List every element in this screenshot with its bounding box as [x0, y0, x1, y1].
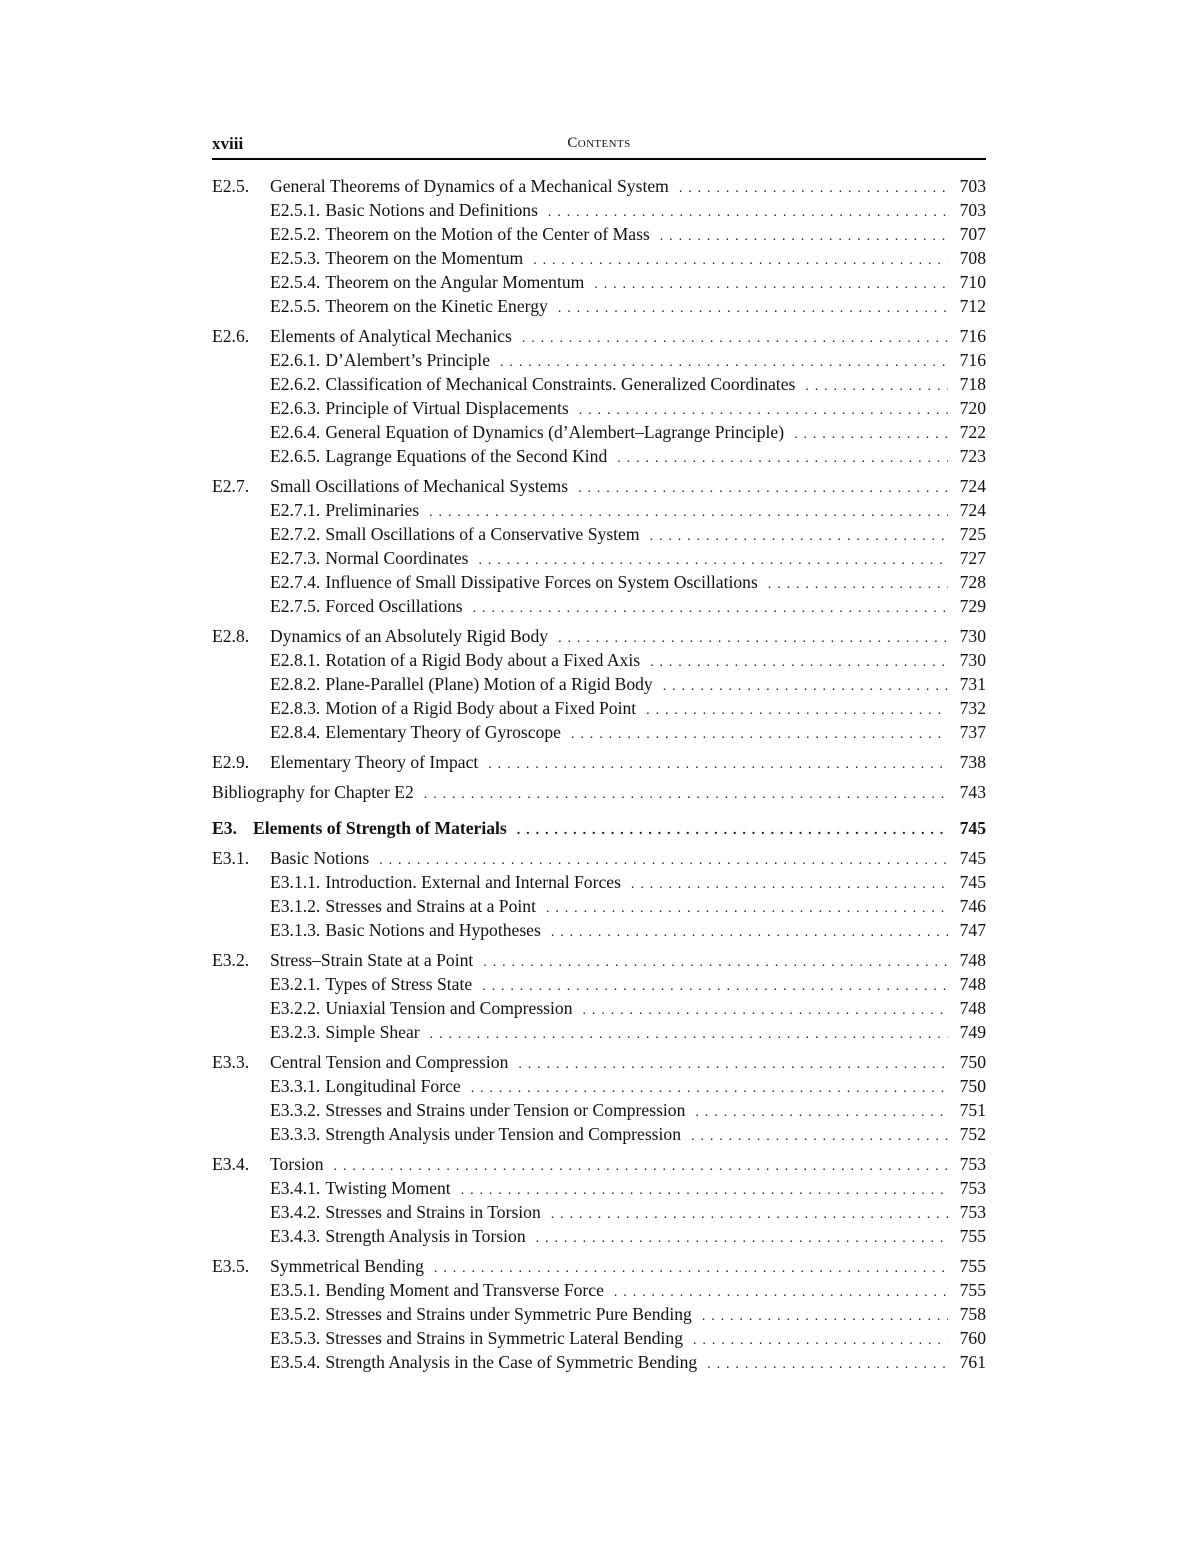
dot-leader	[334, 1152, 948, 1176]
dot-leader	[424, 780, 948, 804]
entry-title: Classification of Mechanical Constraints. Generalized Coordinates	[325, 374, 796, 394]
entry-title: Theorem on the Angular Momentum	[325, 272, 585, 292]
entry-title: Bibliography for Chapter E2	[212, 782, 414, 802]
toc-section-entry[interactable]	[212, 1254, 986, 1278]
entry-title: Twisting Moment	[325, 1178, 451, 1198]
dot-leader	[558, 624, 948, 648]
entry-page-number: 708	[959, 248, 986, 268]
entry-number: E2.6.4.	[270, 422, 321, 442]
dot-leader	[571, 720, 948, 744]
entry-page-number: 753	[959, 1202, 986, 1222]
entry-page-number: 723	[959, 446, 986, 466]
entry-title: Types of Stress State	[325, 974, 473, 994]
toc-subsection-entry[interactable]	[212, 648, 986, 672]
entry-number: E2.7.3.	[270, 548, 321, 568]
toc-section-entry[interactable]	[212, 750, 986, 774]
entry-number: E2.6.1.	[270, 350, 321, 370]
entry-page-number: 738	[959, 752, 986, 772]
entry-number: E3.5.	[212, 1256, 250, 1276]
dot-leader	[679, 174, 948, 198]
entry-page-number: 747	[959, 920, 986, 940]
entry-number: E3.1.1.	[270, 872, 321, 892]
entry-number: E2.7.5.	[270, 596, 321, 616]
entry-number: E2.5.2.	[270, 224, 321, 244]
entry-page-number: 745	[959, 872, 986, 892]
dot-leader	[663, 672, 948, 696]
entry-page-number: 722	[959, 422, 986, 442]
entry-title: Principle of Virtual Displacements	[325, 398, 569, 418]
dot-leader	[482, 972, 948, 996]
toc-subsection-entry[interactable]	[212, 594, 986, 618]
dot-leader	[558, 294, 948, 318]
entry-page-number: 746	[959, 896, 986, 916]
toc-subsection-entry[interactable]	[212, 972, 986, 996]
entry-title: Basic Notions and Hypotheses	[325, 920, 541, 940]
entry-title: Introduction. External and Internal Forces	[325, 872, 621, 892]
dot-leader	[533, 246, 948, 270]
entry-page-number: 703	[959, 176, 986, 196]
entry-number: E3.1.2.	[270, 896, 321, 916]
entry-number: E2.7.1.	[270, 500, 321, 520]
entry-title: Stresses and Strains at a Point	[325, 896, 536, 916]
entry-title: Strength Analysis in Torsion	[325, 1226, 526, 1246]
dot-leader	[583, 996, 948, 1020]
entry-number: E2.8.4.	[270, 722, 321, 742]
toc-subsection-entry[interactable]	[212, 522, 986, 546]
dot-leader	[702, 1302, 948, 1326]
toc-subsection-entry[interactable]	[212, 444, 986, 468]
dot-leader	[579, 396, 948, 420]
toc-subsection-entry[interactable]	[212, 870, 986, 894]
entry-page-number: 716	[959, 326, 986, 346]
entry-page-number: 748	[959, 950, 986, 970]
toc-subsection-entry[interactable]	[212, 1122, 986, 1146]
entry-title: Normal Coordinates	[325, 548, 469, 568]
toc-section-entry[interactable]	[212, 846, 986, 870]
entry-page-number: 724	[959, 476, 986, 496]
toc-subsection-entry[interactable]	[212, 498, 986, 522]
toc-section-entry[interactable]	[212, 624, 986, 648]
toc-subsection-entry[interactable]	[212, 1074, 986, 1098]
entry-page-number: 750	[959, 1052, 986, 1072]
entry-title: Basic Notions and Definitions	[325, 200, 538, 220]
dot-leader	[488, 750, 948, 774]
dot-leader	[430, 1020, 948, 1044]
entry-page-number: 729	[959, 596, 986, 616]
page-header	[212, 128, 986, 160]
dot-leader	[517, 816, 948, 840]
entry-title: Simple Shear	[325, 1022, 420, 1042]
entry-title: Central Tension and Compression	[270, 1052, 509, 1072]
entry-title: Uniaxial Tension and Compression	[325, 998, 573, 1018]
entry-page-number: 703	[959, 200, 986, 220]
entry-title: Strength Analysis under Tension and Compression	[325, 1124, 682, 1144]
dot-leader	[707, 1350, 948, 1374]
entry-number: E2.5.3.	[270, 248, 321, 268]
dot-leader	[768, 570, 948, 594]
entry-page-number: 755	[959, 1280, 986, 1300]
entry-page-number: 728	[959, 572, 986, 592]
entry-page-number: 752	[959, 1124, 986, 1144]
entry-number: E2.6.	[212, 326, 250, 346]
entry-title: Motion of a Rigid Body about a Fixed Point	[325, 698, 637, 718]
dot-leader	[483, 948, 948, 972]
entry-number: E2.5.1.	[270, 200, 321, 220]
toc-section-entry[interactable]	[212, 174, 986, 198]
entry-number: E3.5.4.	[270, 1352, 321, 1372]
dot-leader	[473, 594, 948, 618]
entry-page-number: 712	[959, 296, 986, 316]
entry-number: E3.4.	[212, 1154, 250, 1174]
entry-title: Stresses and Strains in Torsion	[325, 1202, 541, 1222]
entry-number: E3.5.2.	[270, 1304, 321, 1324]
toc-subsection-entry[interactable]	[212, 1302, 986, 1326]
dot-leader	[594, 270, 948, 294]
toc-subsection-entry[interactable]	[212, 396, 986, 420]
entry-number: E3.2.3.	[270, 1022, 321, 1042]
dot-leader	[691, 1122, 948, 1146]
entry-number: E2.5.5.	[270, 296, 321, 316]
dot-leader	[429, 498, 948, 522]
entry-number: E2.6.3.	[270, 398, 321, 418]
toc-chapter-entry[interactable]	[212, 816, 986, 840]
entry-page-number: 748	[959, 998, 986, 1018]
entry-title: General Theorems of Dynamics of a Mechanical System	[270, 176, 669, 196]
entry-page-number: 731	[959, 674, 986, 694]
dot-leader	[614, 1278, 948, 1302]
dot-leader	[693, 1326, 948, 1350]
toc-subsection-entry[interactable]	[212, 696, 986, 720]
entry-page-number: 725	[959, 524, 986, 544]
entry-title: Plane-Parallel (Plane) Motion of a Rigid Body	[325, 674, 653, 694]
entry-number: E3.2.1.	[270, 974, 321, 994]
entry-page-number: 737	[959, 722, 986, 742]
entry-number: E2.8.3.	[270, 698, 321, 718]
entry-title: Stresses and Strains in Symmetric Lateral Bending	[325, 1328, 684, 1348]
entry-number: E3.1.3.	[270, 920, 321, 940]
dot-leader	[617, 444, 948, 468]
page-number: xviii	[212, 134, 244, 153]
entry-number: E3.5.1.	[270, 1280, 321, 1300]
toc-subsection-entry[interactable]	[212, 672, 986, 696]
entry-title: Small Oscillations of a Conservative System	[325, 524, 640, 544]
entry-number: E2.6.2.	[270, 374, 321, 394]
entry-number: E3.2.2.	[270, 998, 321, 1018]
entry-page-number: 716	[959, 350, 986, 370]
entry-title: Longitudinal Force	[325, 1076, 461, 1096]
entry-page-number: 743	[959, 782, 986, 802]
entry-title: Elements of Analytical Mechanics	[270, 326, 512, 346]
table-of-contents	[212, 174, 986, 1374]
entry-page-number: 732	[959, 698, 986, 718]
entry-title: General Equation of Dynamics (d’Alembert–Lagrange Principle)	[325, 422, 785, 442]
entry-title: Stress–Strain State at a Point	[270, 950, 474, 970]
dot-leader	[479, 546, 948, 570]
entry-title: Stresses and Strains under Tension or Compression	[325, 1100, 686, 1120]
entry-number: E3.3.2.	[270, 1100, 321, 1120]
entry-title: Symmetrical Bending	[270, 1256, 424, 1276]
entry-number: E3.3.3.	[270, 1124, 321, 1144]
entry-number: E2.7.	[212, 476, 250, 496]
dot-leader	[805, 372, 948, 396]
dot-leader	[518, 1050, 948, 1074]
entry-title: Forced Oscillations	[325, 596, 463, 616]
toc-section-entry[interactable]	[212, 948, 986, 972]
entry-number: E2.8.1.	[270, 650, 321, 670]
dot-leader	[379, 846, 948, 870]
entry-number: E2.8.	[212, 626, 250, 646]
running-title: Contents	[567, 135, 631, 151]
entry-page-number: 761	[959, 1352, 986, 1372]
toc-subsection-entry[interactable]	[212, 1350, 986, 1374]
entry-page-number: 730	[959, 650, 986, 670]
dot-leader	[660, 222, 948, 246]
dot-leader	[646, 696, 948, 720]
toc-subsection-entry[interactable]	[212, 1020, 986, 1044]
toc-subsection-entry[interactable]	[212, 1278, 986, 1302]
dot-leader	[631, 870, 948, 894]
dot-leader	[536, 1224, 948, 1248]
entry-page-number: 745	[959, 818, 986, 838]
entry-title: Dynamics of an Absolutely Rigid Body	[270, 626, 549, 646]
toc-section-entry[interactable]	[212, 324, 986, 348]
entry-page-number: 730	[959, 626, 986, 646]
entry-page-number: 710	[959, 272, 986, 292]
entry-page-number: 760	[959, 1328, 986, 1348]
dot-leader	[578, 474, 948, 498]
toc-subsection-entry[interactable]	[212, 996, 986, 1020]
entry-title: Elementary Theory of Impact	[270, 752, 479, 772]
entry-page-number: 745	[959, 848, 986, 868]
entry-title: D’Alembert’s Principle	[325, 350, 491, 370]
entry-number: E3.2.	[212, 950, 250, 970]
toc-subsection-entry[interactable]	[212, 1200, 986, 1224]
entry-page-number: 724	[959, 500, 986, 520]
entry-page-number: 749	[959, 1022, 986, 1042]
entry-number: E3.1.	[212, 848, 250, 868]
toc-section-entry[interactable]	[212, 474, 986, 498]
entry-number: E2.8.2.	[270, 674, 321, 694]
dot-leader	[461, 1176, 948, 1200]
entry-page-number: 750	[959, 1076, 986, 1096]
dot-leader	[551, 1200, 948, 1224]
entry-title: Basic Notions	[270, 848, 370, 868]
toc-subsection-entry[interactable]	[212, 420, 986, 444]
entry-number: E2.5.4.	[270, 272, 321, 292]
entry-title: Influence of Small Dissipative Forces on System Oscillations	[325, 572, 758, 592]
entry-page-number: 720	[959, 398, 986, 418]
entry-number: E2.5.	[212, 176, 250, 196]
toc-subsection-entry[interactable]	[212, 720, 986, 744]
toc-subsection-entry[interactable]	[212, 894, 986, 918]
entry-number: E3.4.3.	[270, 1226, 321, 1246]
toc-subsection-entry[interactable]	[212, 294, 986, 318]
entry-title: Rotation of a Rigid Body about a Fixed Axis	[325, 650, 641, 670]
toc-section-entry[interactable]	[212, 1050, 986, 1074]
toc-subsection-entry[interactable]	[212, 270, 986, 294]
entry-page-number: 751	[959, 1100, 986, 1120]
entry-number: E2.6.5.	[270, 446, 321, 466]
entry-page-number: 707	[959, 224, 986, 244]
toc-subsection-entry[interactable]	[212, 1098, 986, 1122]
toc-subsection-entry[interactable]	[212, 918, 986, 942]
toc-subsection-entry[interactable]	[212, 546, 986, 570]
entry-title: Theorem on the Momentum	[325, 248, 524, 268]
entry-number: E3.4.2.	[270, 1202, 321, 1222]
entry-title: Bending Moment and Transverse Force	[325, 1280, 604, 1300]
dot-leader	[794, 420, 948, 444]
entry-number: E2.9.	[212, 752, 250, 772]
dot-leader	[434, 1254, 948, 1278]
entry-title: Elements of Strength of Materials	[253, 818, 507, 838]
entry-number: E3.3.1.	[270, 1076, 321, 1096]
entry-page-number: 755	[959, 1256, 986, 1276]
entry-title: Theorem on the Kinetic Energy	[325, 296, 548, 316]
dot-leader	[546, 894, 948, 918]
entry-number: E3.4.1.	[270, 1178, 321, 1198]
toc-subsection-entry[interactable]	[212, 348, 986, 372]
entry-number: E3.	[212, 818, 237, 838]
toc-subsection-entry[interactable]	[212, 1224, 986, 1248]
dot-leader	[551, 918, 948, 942]
entry-number: E2.7.2.	[270, 524, 321, 544]
dot-leader	[650, 522, 948, 546]
entry-number: E3.3.	[212, 1052, 250, 1072]
entry-page-number: 755	[959, 1226, 986, 1246]
dot-leader	[500, 348, 948, 372]
entry-page-number: 748	[959, 974, 986, 994]
dot-leader	[650, 648, 948, 672]
toc-subsection-entry[interactable]	[212, 198, 986, 222]
entry-title: Stresses and Strains under Symmetric Pure Bending	[325, 1304, 692, 1324]
entry-page-number: 758	[959, 1304, 986, 1324]
toc-subsection-entry[interactable]	[212, 372, 986, 396]
toc-subsection-entry[interactable]	[212, 570, 986, 594]
entry-page-number: 718	[959, 374, 986, 394]
entry-title: Elementary Theory of Gyroscope	[325, 722, 561, 742]
entry-title: Preliminaries	[325, 500, 420, 520]
dot-leader	[522, 324, 948, 348]
toc-subsection-entry[interactable]	[212, 1176, 986, 1200]
toc-subsection-entry[interactable]	[212, 246, 986, 270]
entry-page-number: 727	[959, 548, 986, 568]
dot-leader	[471, 1074, 948, 1098]
dot-leader	[695, 1098, 948, 1122]
toc-page	[212, 128, 986, 1374]
entry-number: E3.5.3.	[270, 1328, 321, 1348]
toc-subsection-entry[interactable]	[212, 1326, 986, 1350]
entry-title: Small Oscillations of Mechanical Systems	[270, 476, 569, 496]
entry-page-number: 753	[959, 1178, 986, 1198]
toc-subsection-entry[interactable]	[212, 222, 986, 246]
dot-leader	[548, 198, 948, 222]
entry-page-number: 753	[959, 1154, 986, 1174]
entry-number: E2.7.4.	[270, 572, 321, 592]
entry-title: Theorem on the Motion of the Center of Mass	[325, 224, 650, 244]
toc-section-entry[interactable]	[212, 780, 986, 804]
toc-section-entry[interactable]	[212, 1152, 986, 1176]
entry-title: Torsion	[270, 1154, 324, 1174]
entry-title: Lagrange Equations of the Second Kind	[325, 446, 608, 466]
entry-title: Strength Analysis in the Case of Symmetric Bending	[325, 1352, 698, 1372]
